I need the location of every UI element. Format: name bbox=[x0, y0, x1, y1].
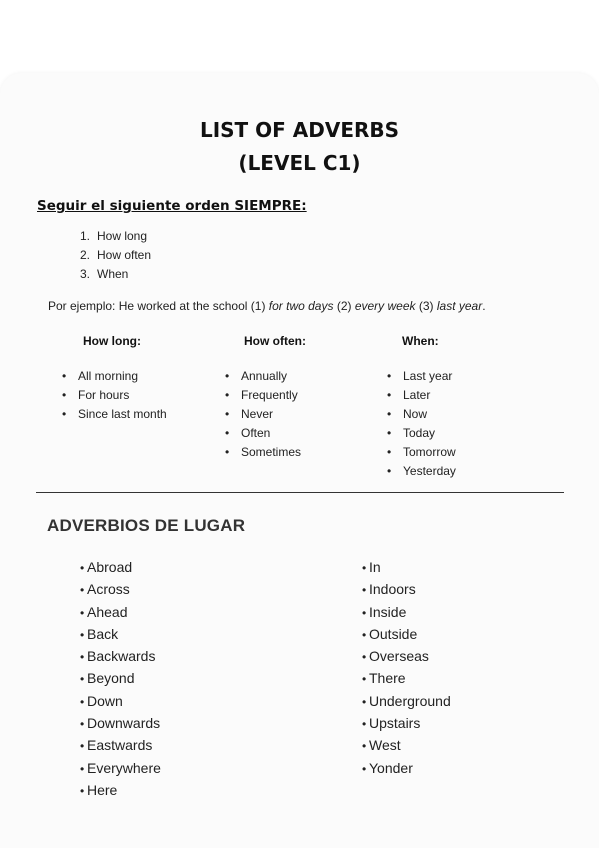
list-item bbox=[80, 601, 161, 623]
list-item-text: Outside bbox=[369, 625, 418, 642]
bullet-icon: • bbox=[80, 739, 85, 754]
example-suffix: . bbox=[482, 299, 486, 313]
list-item-text: Inside bbox=[369, 603, 407, 620]
list-item bbox=[362, 690, 451, 712]
list-item bbox=[225, 367, 301, 386]
order-item-number: 3. bbox=[80, 267, 91, 281]
list-item-text: Across bbox=[87, 581, 130, 598]
column-list-when bbox=[387, 367, 456, 481]
bullet-icon: • bbox=[362, 694, 367, 709]
bullet-icon: • bbox=[80, 783, 85, 798]
bullet-icon: • bbox=[80, 672, 85, 687]
list-item bbox=[387, 386, 456, 405]
list-item bbox=[80, 757, 161, 779]
list-item bbox=[362, 757, 451, 779]
list-item bbox=[62, 386, 167, 405]
bullet-icon: • bbox=[387, 445, 392, 459]
list-item bbox=[80, 734, 161, 756]
column-list-how-long bbox=[62, 367, 167, 424]
bullet-icon: • bbox=[362, 627, 367, 642]
bullet-icon: • bbox=[62, 369, 67, 383]
document-title: LIST OF ADVERBS bbox=[199, 118, 400, 142]
bullet-icon: • bbox=[80, 761, 85, 776]
bullet-icon: • bbox=[362, 761, 367, 776]
bullet-icon: • bbox=[362, 672, 367, 687]
list-item-text: Since last month bbox=[78, 407, 167, 421]
list-item bbox=[225, 424, 301, 443]
example-how-long: for two days bbox=[268, 299, 334, 313]
list-item-text: Indoors bbox=[369, 581, 416, 598]
list-item-text: Yonder bbox=[369, 759, 413, 776]
list-item bbox=[362, 556, 451, 578]
order-item-text: How long bbox=[97, 229, 148, 243]
list-item-text: In bbox=[369, 559, 381, 575]
bullet-icon: • bbox=[80, 694, 85, 709]
bullet-icon: • bbox=[225, 426, 230, 440]
example-prefix: Por ejemplo: He worked at the school (1) bbox=[48, 299, 269, 313]
list-item bbox=[80, 578, 161, 600]
list-item-text: Now bbox=[403, 407, 428, 421]
list-item bbox=[387, 424, 456, 443]
list-item bbox=[362, 667, 451, 689]
example-marker-2: (2) bbox=[333, 299, 355, 313]
order-item bbox=[80, 227, 151, 246]
example-when: last year bbox=[436, 299, 483, 313]
list-item bbox=[387, 443, 456, 462]
lugar-list-left bbox=[80, 556, 161, 801]
order-heading: Seguir el siguiente orden SIEMPRE: bbox=[37, 198, 307, 214]
list-item bbox=[80, 712, 161, 734]
bullet-icon: • bbox=[387, 388, 392, 402]
order-item bbox=[80, 246, 151, 265]
list-item bbox=[362, 645, 451, 667]
list-item-text: Today bbox=[403, 426, 436, 440]
list-item-text: Never bbox=[241, 407, 274, 421]
bullet-icon: • bbox=[80, 561, 85, 575]
list-item bbox=[225, 386, 301, 405]
list-item-text: Beyond bbox=[87, 670, 135, 687]
bullet-icon: • bbox=[387, 369, 392, 383]
list-item bbox=[80, 623, 161, 645]
example-sentence bbox=[48, 299, 486, 313]
example-marker-3: (3) bbox=[415, 299, 437, 313]
bullet-icon: • bbox=[387, 407, 392, 421]
list-item bbox=[80, 556, 161, 578]
list-item-text: Annually bbox=[241, 369, 288, 383]
list-item bbox=[387, 367, 456, 386]
list-item-text: Everywhere bbox=[87, 759, 161, 776]
bullet-icon: • bbox=[362, 739, 367, 754]
bullet-icon: • bbox=[225, 388, 230, 402]
bullet-icon: • bbox=[225, 445, 230, 459]
list-item bbox=[362, 623, 451, 645]
list-item-text: Tomorrow bbox=[403, 445, 456, 459]
bullet-icon: • bbox=[80, 717, 85, 732]
list-item-text: Here bbox=[87, 781, 118, 798]
bullet-icon: • bbox=[80, 583, 85, 598]
order-item-number: 1. bbox=[80, 229, 91, 243]
bullet-icon: • bbox=[80, 627, 85, 642]
list-item bbox=[62, 405, 167, 424]
list-item-text: Upstairs bbox=[369, 715, 421, 732]
list-item bbox=[225, 405, 301, 424]
section-divider bbox=[36, 492, 564, 493]
column-heading-how-often: How often: bbox=[244, 334, 306, 348]
list-item-text: Down bbox=[87, 692, 123, 709]
order-item-text: How often bbox=[97, 248, 152, 262]
bullet-icon: • bbox=[62, 388, 67, 402]
list-item-text: Yesterday bbox=[403, 464, 456, 478]
bullet-icon: • bbox=[80, 650, 85, 665]
list-item-text: There bbox=[369, 670, 406, 687]
list-item bbox=[362, 578, 451, 600]
document-subtitle-level: (LEVEL C1) bbox=[238, 151, 361, 175]
list-item-text: All morning bbox=[78, 369, 139, 383]
list-item-text: Backwards bbox=[87, 648, 156, 665]
list-item bbox=[80, 645, 161, 667]
bullet-icon: • bbox=[225, 369, 230, 383]
list-item-text: Ahead bbox=[87, 603, 128, 620]
list-item-text: West bbox=[369, 737, 401, 754]
bullet-icon: • bbox=[362, 583, 367, 598]
bullet-icon: • bbox=[387, 426, 392, 440]
list-item-text: Abroad bbox=[87, 559, 133, 575]
example-how-often: every week bbox=[354, 299, 416, 313]
order-item-text: When bbox=[97, 267, 129, 281]
list-item-text: Downwards bbox=[87, 715, 161, 732]
list-item bbox=[387, 405, 456, 424]
list-item bbox=[80, 779, 161, 801]
list-item-text: Later bbox=[403, 388, 431, 402]
list-item bbox=[80, 690, 161, 712]
list-item bbox=[225, 443, 301, 462]
order-list bbox=[80, 227, 151, 284]
list-item bbox=[362, 734, 451, 756]
list-item-text: Back bbox=[87, 625, 119, 642]
list-item-text: Underground bbox=[369, 692, 451, 709]
list-item-text: Sometimes bbox=[241, 445, 302, 459]
bullet-icon: • bbox=[362, 717, 367, 732]
order-item-number: 2. bbox=[80, 248, 91, 262]
column-heading-how-long: How long: bbox=[83, 334, 141, 348]
list-item-text: Overseas bbox=[369, 648, 429, 665]
list-item-text: For hours bbox=[78, 388, 130, 402]
column-list-how-often bbox=[225, 367, 301, 462]
column-heading-when: When: bbox=[402, 334, 439, 348]
list-item bbox=[62, 367, 167, 386]
bullet-icon: • bbox=[62, 407, 67, 421]
bullet-icon: • bbox=[362, 561, 367, 575]
bullet-icon: • bbox=[387, 464, 392, 478]
order-item bbox=[80, 265, 151, 284]
bullet-icon: • bbox=[80, 605, 85, 620]
list-item bbox=[362, 601, 451, 623]
bullet-icon: • bbox=[362, 605, 367, 620]
list-item-text: Frequently bbox=[241, 388, 298, 402]
document-card bbox=[0, 73, 599, 848]
section-title-lugar: ADVERBIOS DE LUGAR bbox=[47, 516, 246, 535]
lugar-list-right bbox=[362, 556, 451, 779]
list-item bbox=[387, 462, 456, 481]
bullet-icon: • bbox=[362, 650, 367, 665]
bullet-icon: • bbox=[225, 407, 230, 421]
list-item-text: Eastwards bbox=[87, 737, 153, 754]
list-item bbox=[362, 712, 451, 734]
list-item-text: Last year bbox=[403, 369, 453, 383]
list-item-text: Often bbox=[241, 426, 271, 440]
list-item bbox=[80, 667, 161, 689]
